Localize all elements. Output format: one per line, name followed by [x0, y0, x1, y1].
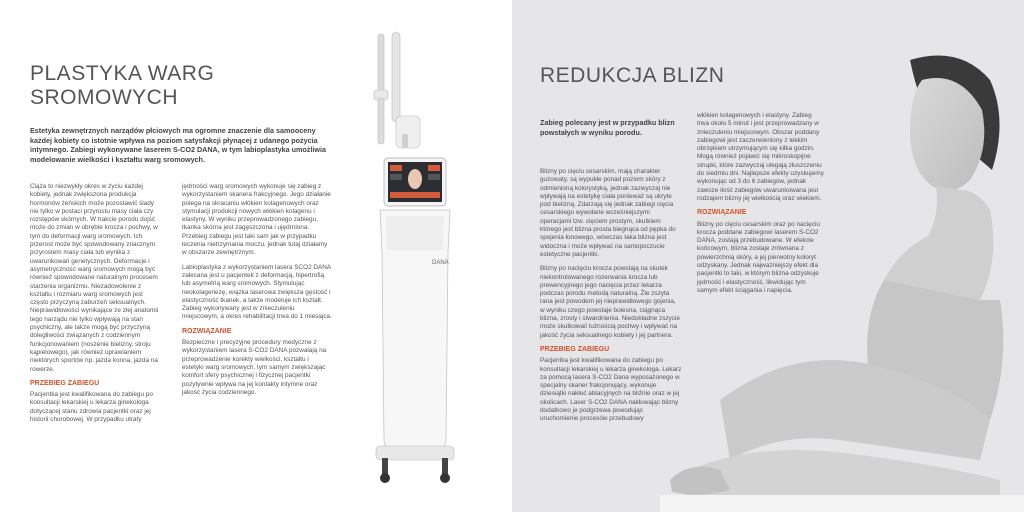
left-column-1 [30, 183, 162, 430]
device-brand-label: DANA [432, 260, 449, 266]
paragraph: Blizny po cięciu cesarskim, mają charakter guzowaty, są wypukłe ponad poziom skóry z odmienioną kolorystyką, jednak zazwyczaj nie wpływają na estetykę ciała ponieważ są ukryte pod bielizną. Zdarzają się jednak zabiegi cięcia cesarskiego wywołane wcześniejszymi operacjami tzw. cięciem prostym, skutkiem którego jest blizna prosta biegnąca od pępka do spojenia łonowego, wówczas taka blizna jest widoczna i może wpływać na samopoczucie estetyczne pacjentki. [540, 168, 676, 258]
paragraph: Blizny po cięciu cesarskim oraz po nacięciu krocza poddane zabiegowi laserem S-CO2 DANA, zostają przebudowane. W efekcie końcowym, blizna zostaje zrównana z powierzchnią skóry, a jej pierwotny koloryt odzyskany. Jednak najważniejszy efekt dla pacjentki to taki, w którym blizna odzyskuje jędrność i elastyczność, likwidując tym samym efekt ściągania i napięcia. [697, 220, 820, 294]
paragraph: Pacjentka jest kwalifikowana do zabiegu po konsultacji lekarskiej u lekarza ginekologa dotyczącej stanu zdrowia pacjentki oraz jej historii chorobowej. W przypadku utraty [30, 391, 153, 424]
paragraph: włókien kolagenowych i elastyny. Zabieg trwa około 5 minut i jest przeprowadzany w znieczuleniu miejscowym. Obszar poddany zabiegowi jest zaczerwieniony z lekkim obrzękiem utrzymującym się kilka godzin. Mogą również pojawić się mikroskopijne strupki, które zazwyczaj ulegają złuszczeniu do siedmiu dni. Najlepsze efekty uzyskujemy wykonując od 3 do 6 zabiegów, jednak zawsze ilość zabiegów uwarunkowana jest rodzajem blizny jej wielkością oraz wiekiem. [697, 112, 824, 202]
right-page-title: REDUKCJA BLIZN [540, 64, 725, 87]
paragraph: Ciąża to niezwykły okres w życiu każdej kobiety, jednak zwiększona produkcja hormonów żeńskich może pozostawić ślady nie tylko w postaci przyrostu masy ciała czy rozstępów skórnych. W trakcie porodu dojść może do zmian w obrębie krocza i pochwy, w tym do deformacji warg sromowych. Ich przerost może być spowodowany znacznym przyrostem masy ciała lub wynika z uwarunkowań genetycznych. Deformacje i asymetryczność warg sromowych mogą być również spowodowane naturalnym procesem starzenia organizmu. Niezadowolenie z kształtu i rozmiaru warg sromowych jest często przyczyną zaburzeń seksualnych. Nieprawidłowości wynikające ze złej anatomii tego narządu nie tylko wpływają na stan psychiczny, ale także mogą być przyczyną dolegliwości związanych z codziennym funkcjonowaniem (noszenie bielizny, stroju kąpielowego), jak również uprawianiem niektórych sportów np. jazda konna, jazda na rowerze. [30, 183, 159, 373]
paragraph: Labioplastyka z wykorzystaniem lasera SCO2 DANA zalecana jest u pacjentek z deformacją, hipertrofią lub asymetrią warg sromowych. Stymulując neokolagenezę, wiązka laserowa zwiększa gęstość i elastyczność tkanek, a także modeluje ich kształt. Zabieg wykonywany jest w znieczuleniu miejscowym, a okres rehabilitacji trwa do 1 miesiąca. [182, 263, 332, 321]
paragraph: jędrności warg sromowych wykonuje się zabieg z wykorzystaniem skanera frakcyjnego. Jego działanie polega na skracaniu włókien kolagenowych oraz stymulacji produkcji nowych włókien kolagenu i elastyny. W wyniku przeprowadzonego zabiegu, tkanka skórna jest zagęszczona i ujędrniona. Przebieg zabiegu jest taki sam jak w przypadku leczenia nietrzymania moczu, jednak tutaj działamy w obszarze zewnętrznym. [182, 183, 331, 257]
woman-photo [660, 40, 1024, 512]
right-lead-paragraph: Zabieg polecany jest w przypadku blizn powstałych w wyniku porodu. [540, 118, 675, 137]
paragraph: Bezpieczne i precyzyjne procedury medyczne z wykorzystaniem lasera S-CO2 DANA pozwalają na przeprowadzenie korekty wielkości, kształtu i estetyki warg sromowych, tym samym zwiększając komfort sfery psychicznej i fizycznej pacjentki pozytywnie wpływa na jej kontakty intymne oraz jakość życia codziennego. [182, 339, 327, 396]
paragraph: Blizny po nacięciu krocza powstają na skutek niekontrolowanego rozerwania krocza lub prewencyjnego jego nacięcia przez lekarza podczas porodu metodą naturalną. Źle zszyta rana jest powodem jej nieprawidłowego gojenia, w wyniku czego powstaje bolesna, ciągnąca blizna, zrosty i stwardnienia. Niedokładne zszycie może skutkować luźnością pochwy i wpływać na jakość życia seksualnego kobiety i jej partnera. [540, 265, 680, 339]
left-page-title: PLASTYKA WARG SROMOWYCH [30, 62, 215, 110]
paragraph: Pacjentka jest kwalifikowana do zabiegu po konsultacji lekarskiej u lekarza ginekologa. Lekarz za pomocą lasera S-CO2 Dana wyposażonego w specjalny skaner frakcjonujący, wykonuje dziesiątki nakłuć ablacyjnych na bliźnie oraz w jej okolicach. Laser S-CO2 DANA nakłuwając blizny dodatkowo je podgrzewa powodując uruchomienie procesów przebudowy [540, 357, 682, 423]
laser-device-image [340, 30, 490, 500]
section-heading: ROZWIĄZANIE [182, 327, 232, 335]
section-heading: PRZEBIEG ZABIEGU [540, 345, 610, 353]
section-heading: PRZEBIEG ZABIEGU [30, 379, 100, 387]
left-column-2 [182, 183, 332, 403]
section-heading: ROZWIĄZANIE [697, 209, 747, 217]
left-lead-paragraph: Estetyka zewnętrznych narządów płciowych ma ogromne znaczenie dla samooceny każdej kobiety co istotnie wpływa na poziom satysfakcji płynącej z udanego pożycia intymnego. Zabiegi wykonywane laserem S-CO2 DANA, w tym labioplastyka umożliwia modelowanie wielkości i kształtu warg sromowych. [30, 126, 326, 164]
